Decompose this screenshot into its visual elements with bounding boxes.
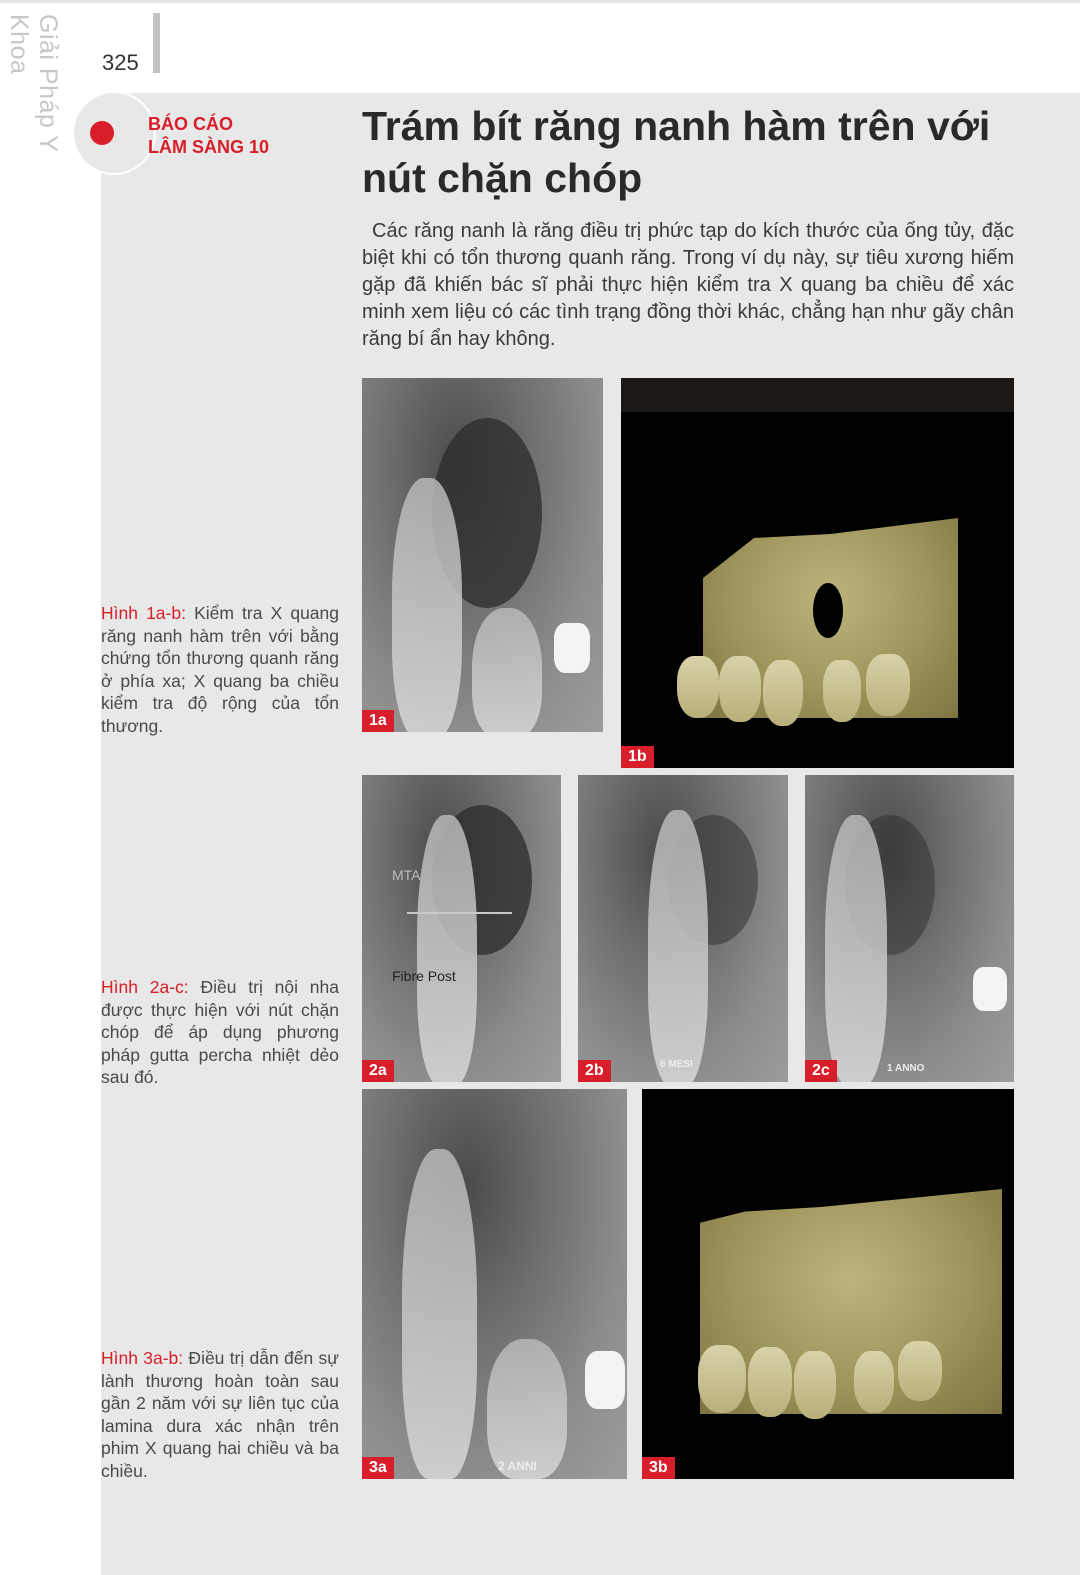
caption-label: Hình 1a-b: [101, 603, 186, 623]
follow-up-label: 1 ANNO [887, 1063, 925, 1074]
tooth-root [648, 810, 708, 1082]
fibre-post-annotation: Fibre Post [392, 968, 456, 984]
red-dot-icon [90, 121, 114, 145]
ct-header-strip [621, 378, 1014, 412]
figure-2c-xray [805, 775, 1014, 1082]
case-badge [74, 93, 154, 173]
tooth-root [487, 1339, 567, 1479]
follow-up-label: 2 ANNI [498, 1459, 537, 1473]
tooth [854, 1351, 894, 1413]
case-label-line-2: LÂM SÀNG 10 [148, 137, 270, 157]
figure-2b-xray [578, 775, 788, 1082]
tooth [748, 1347, 792, 1417]
tooth [823, 660, 861, 722]
figure-tag: 3b [642, 1457, 675, 1479]
figure-3a-xray [362, 1089, 627, 1479]
tooth-root [417, 815, 477, 1082]
caption-figure-3 [101, 1347, 339, 1482]
lesion-hole [813, 583, 843, 638]
restoration [585, 1351, 625, 1409]
tooth-root [472, 608, 542, 732]
tooth [866, 654, 910, 716]
running-head [4, 14, 62, 214]
tooth-root [825, 815, 887, 1082]
marker-line [407, 912, 512, 914]
page-number-bar [153, 13, 160, 73]
tooth [763, 660, 803, 726]
caption-label: Hình 2a-c: [101, 977, 189, 997]
intro-paragraph: Các răng nanh là răng điều trị phức tạp do kích thước của ống tủy, đặc biệt khi có tổn thương quanh răng. Trong ví dụ này, sự tiêu xương hiếm gặp đã khiến bác sĩ phải thực hiện kiểm tra X quang ba chiều để xác minh xem liệu có các tình trạng đồng thời khác, chẳng hạn như gãy chân răng bí ẩn hay không. [362, 220, 1014, 350]
caption-text: Kiểm tra X quang răng nanh hàm trên với bằng chứng tổn thương quanh răng ở phía xa; X quang ba chiều kiểm tra độ rộng của tổn thương. [101, 603, 340, 736]
follow-up-label: 6 MESI [660, 1059, 693, 1070]
restoration [554, 623, 590, 673]
figure-1a-xray [362, 378, 603, 732]
tooth-root [402, 1149, 477, 1479]
tooth [677, 656, 719, 718]
restoration [973, 967, 1007, 1011]
case-label-line-1: BÁO CÁO [148, 114, 233, 134]
caption-text: Điều trị nội nha được thực hiện với nút chặn chóp để áp dụng phương pháp gutta percha nhiệt dẻo sau đó. [101, 977, 339, 1087]
figure-tag: 2b [578, 1060, 611, 1082]
tooth [898, 1341, 942, 1401]
figure-tag: 1a [362, 710, 394, 732]
caption-figure-2 [101, 976, 339, 1089]
case-label [148, 113, 269, 159]
figure-tag: 2c [805, 1060, 837, 1082]
tooth [719, 656, 761, 722]
tooth [698, 1345, 746, 1413]
figure-tag: 3a [362, 1457, 394, 1479]
page-number: 325 [102, 50, 139, 75]
figure-tag: 2a [362, 1060, 394, 1082]
figure-1b-ct [621, 378, 1014, 768]
caption-figure-1 [101, 602, 339, 737]
tooth-root [392, 478, 462, 732]
running-head-text: Giải Pháp Y Khoa [5, 14, 62, 153]
caption-label: Hình 3a-b: [101, 1348, 184, 1368]
figure-3b-ct [642, 1089, 1014, 1479]
figure-2a-xray [362, 775, 561, 1082]
page-title: Trám bít răng nanh hàm trên với nút chặn chóp [362, 103, 991, 201]
figure-tag: 1b [621, 746, 654, 768]
top-rule [0, 0, 1080, 3]
mta-annotation: MTA [392, 867, 421, 883]
tooth [794, 1351, 836, 1419]
caption-text: Điều trị dẫn đến sự lành thương hoàn toàn sau gần 2 năm với sự liên tục của lamina dura xác nhận trên phim X quang hai chiều và ba chiều. [101, 1348, 339, 1481]
